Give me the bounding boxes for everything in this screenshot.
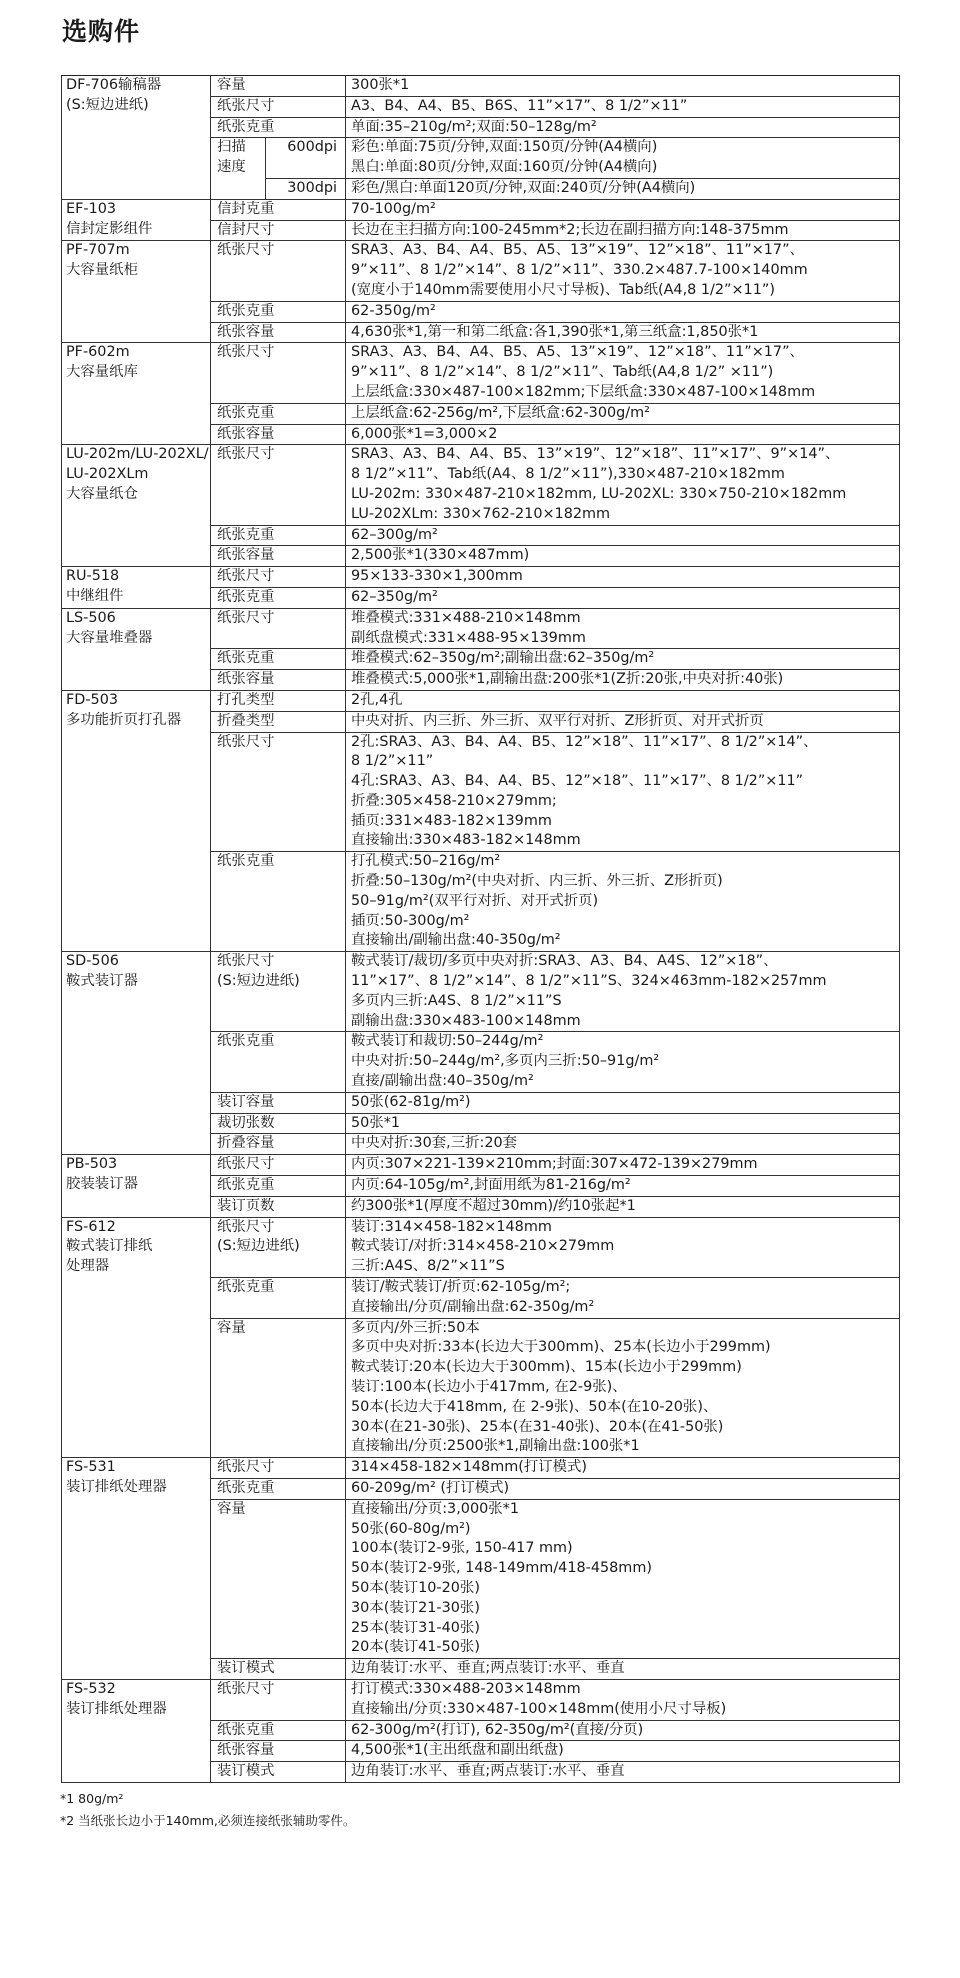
spec-value (346, 649, 900, 670)
product-name-line: LS-506 (66, 609, 116, 626)
spec-value (346, 199, 900, 220)
product-name (62, 608, 211, 690)
product-name-line: PF-707m (66, 242, 130, 259)
spec-label (211, 649, 346, 670)
spec-label (211, 138, 266, 199)
spec-label (211, 424, 346, 445)
spec-label-line: 纸张尺寸 (217, 242, 275, 259)
spec-value-line: 50本(装订2-9张, 148-149mm/418-458mm) (351, 1560, 652, 1577)
product-name-line: SD-506 (66, 953, 119, 970)
spec-value-line: 鞍式装订和裁切:50–244g/m² (351, 1033, 544, 1050)
spec-value (346, 1458, 900, 1479)
product-name (62, 1217, 211, 1458)
spec-label (211, 1458, 346, 1479)
spec-value (346, 1113, 900, 1134)
spec-value-line: A3、B4、A4、B5、B6S、11”×17”、8 1/2”×11” (351, 97, 688, 114)
spec-value-line: 内页:64-105g/m²,封面用纸为81-216g/m² (351, 1177, 631, 1194)
spec-label (211, 670, 346, 691)
spec-value (346, 1176, 900, 1197)
spec-label-line: 纸张克重 (217, 650, 275, 667)
spec-label (211, 96, 346, 117)
spec-value-line: 25本(装订31-40张) (351, 1619, 480, 1636)
product-name (62, 241, 211, 343)
product-name-line: LU-202m/LU-202XL/ (66, 446, 209, 463)
spec-value-line: 4,500张*1(主出纸盘和副出纸盘) (351, 1742, 564, 1759)
spec-value-line: 多页内/外三折:50本 (351, 1319, 480, 1336)
spec-label-line: 装订模式 (217, 1763, 275, 1780)
spec-value-line: 折叠:305×458-210×279mm; (351, 792, 557, 809)
spec-label (211, 1176, 346, 1197)
spec-value (346, 117, 900, 138)
product-name-line: EF-103 (66, 200, 117, 217)
spec-value (346, 952, 900, 1032)
page-title: 选购件 (62, 17, 141, 46)
spec-label (211, 1196, 346, 1217)
spec-value-line: 直接输出/分页:2500张*1,副输出盘:100张*1 (351, 1438, 640, 1455)
product-name-line: 大容量纸柜 (66, 262, 138, 279)
product-name-line: LU-202XLm (66, 466, 149, 483)
product-name-line: 胶装装订器 (66, 1176, 138, 1193)
spec-label-line: 纸张克重 (217, 588, 275, 605)
spec-value-line: 2孔,4孔 (351, 691, 403, 708)
product-name-line: 装订排纸处理器 (66, 1478, 167, 1495)
spec-value-line: 8 1/2”×11”、Tab纸(A4、8 1/2”×11”),330×487-210×182mm (351, 466, 785, 483)
spec-label-line: 纸张尺寸 (217, 1680, 275, 1697)
spec-value-line: 30本(装订21-30张) (351, 1599, 480, 1616)
spec-label (211, 1155, 346, 1176)
spec-label (211, 952, 346, 1032)
spec-value-line: 95×133-330×1,300mm (351, 568, 523, 585)
spec-value-line: 直接输出:330×483-182×148mm (351, 832, 581, 849)
spec-label-line: 纸张克重 (217, 1279, 275, 1296)
spec-label (211, 1113, 346, 1134)
spec-row (62, 1217, 900, 1277)
spec-value-line: 打孔模式:50–216g/m² (351, 853, 501, 870)
spec-label (211, 1720, 346, 1741)
spec-value (346, 138, 900, 179)
spec-value-line: 鞍式装订:20本(长边大于300mm)、15本(长边小于299mm) (351, 1359, 742, 1376)
product-name-line: 装订排纸处理器 (66, 1700, 167, 1717)
spec-label (211, 117, 346, 138)
spec-value-line: 彩色:单面:75页/分钟,双面:150页/分钟(A4横向) (351, 139, 658, 156)
spec-value-line: 62–300g/m² (351, 526, 438, 543)
spec-value-line: 上层纸盒:330×487-100×182mm;下层纸盒:330×487-100×148mm (351, 383, 816, 400)
options-spec-table (61, 75, 900, 1783)
spec-value (346, 1679, 900, 1720)
spec-value (346, 670, 900, 691)
spec-label-line: 纸张克重 (217, 118, 275, 135)
spec-value-line: 50张(62-81g/m²) (351, 1093, 471, 1110)
spec-label-line: 纸张克重 (217, 526, 275, 543)
spec-label-line: 纸张容量 (217, 323, 275, 340)
spec-value-line: 11”×17”、8 1/2”×14”、8 1/2”×11”S、324×463mm-182×257mm (351, 973, 827, 990)
spec-value-line: 9”×11”、8 1/2”×14”、8 1/2”×11”、330.2×487.7-100×140mm (351, 262, 808, 279)
spec-value-line: 边角装订:水平、垂直;两点装订:水平、垂直 (351, 1763, 625, 1780)
spec-value-line: 堆叠模式:62–350g/m²;副输出盘:62–350g/m² (351, 650, 655, 667)
spec-label-line: 纸张克重 (217, 404, 275, 421)
spec-label (211, 711, 346, 732)
spec-value (346, 1499, 900, 1658)
spec-row (62, 1155, 900, 1176)
spec-value-line: 边角装订:水平、垂直;两点装订:水平、垂直 (351, 1660, 625, 1677)
spec-value-line: 20本(装订41-50张) (351, 1639, 480, 1656)
spec-value (346, 1196, 900, 1217)
spec-value-line: 中央对折:30套,三折:20套 (351, 1135, 518, 1152)
spec-value (346, 608, 900, 649)
spec-label-line: 纸张克重 (217, 853, 275, 870)
spec-value-line: 直接输出/分页:3,000张*1 (351, 1500, 519, 1517)
spec-value-line: SRA3、A3、B4、A4、B5、13”×19”、12”×18”、11”×17”、9”×14”、 (351, 446, 840, 463)
spec-value-line: 50张*1 (351, 1114, 401, 1131)
spec-value-line: 50张(60-80g/m²) (351, 1520, 471, 1537)
spec-value (346, 732, 900, 852)
spec-value (346, 1659, 900, 1680)
spec-value-line: 50本(长边大于418mm, 在 2-9张)、50本(在10-20张)、 (351, 1398, 718, 1415)
spec-value-line: 约300张*1(厚度不超过30mm)/约10张起*1 (351, 1197, 636, 1214)
spec-label-line: 纸张容量 (217, 425, 275, 442)
spec-value-line: 9”×11”、8 1/2”×14”、8 1/2”×11”、Tab纸(A4,8 1/2” ×11”) (351, 364, 774, 381)
spec-value-line: 直接输出/分页:330×487-100×148mm(使用小尺寸导板) (351, 1700, 727, 1717)
product-name-line: FS-531 (66, 1459, 116, 1476)
spec-label-line: 装订页数 (217, 1197, 275, 1214)
product-name-line: 大容量堆叠器 (66, 629, 153, 646)
spec-label-line: 折叠类型 (217, 712, 275, 729)
spec-value-line: 堆叠模式:5,000张*1,副输出盘:200张*1(Z折:20张,中央对折:40张) (351, 671, 784, 688)
footnote-2: *2 当纸张长边小于140mm,必须连接纸张辅助零件。 (60, 1813, 356, 1828)
spec-label (211, 1092, 346, 1113)
product-name (62, 445, 211, 567)
spec-label (211, 1499, 346, 1658)
product-name (62, 199, 211, 241)
spec-value (346, 1032, 900, 1092)
spec-label-line: 纸张尺寸 (217, 1459, 275, 1476)
product-name-line: 信封定影组件 (66, 220, 153, 237)
scan-resolution: 300dpi (266, 178, 346, 199)
spec-label (211, 1478, 346, 1499)
spec-row (62, 343, 900, 403)
spec-value (346, 178, 900, 199)
spec-label (211, 1032, 346, 1092)
spec-label (211, 403, 346, 424)
spec-value-line: 副输出盘:330×483-100×148mm (351, 1012, 581, 1029)
spec-value-line: 三折:A4S、8/2”×11”S (351, 1258, 505, 1275)
spec-label-line: 纸张尺寸 (217, 1156, 275, 1173)
spec-value-line: 中央对折、内三折、外三折、双平行对折、Z形折页、对开式折页 (351, 712, 764, 729)
spec-value-line: 直接输出/副输出盘:40-350g/m² (351, 932, 561, 949)
spec-value-line: 装订:100本(长边小于417mm, 在2-9张)、 (351, 1379, 627, 1395)
spec-label-line: 信封尺寸 (217, 221, 275, 238)
spec-value-line: SRA3、A3、B4、A4、B5、A5、13”×19”、12”×18”、11”×17”、 (351, 242, 804, 259)
product-name-line: PB-503 (66, 1156, 118, 1173)
spec-label-line: 容量 (217, 1319, 246, 1336)
spec-label (211, 587, 346, 608)
spec-label (211, 1217, 346, 1277)
product-name-line: 鞍式装订排纸 (66, 1238, 153, 1255)
footnotes (60, 1788, 355, 1832)
product-name (62, 567, 211, 609)
spec-label-line: 裁切张数 (217, 1114, 275, 1131)
spec-label-line: 纸张尺寸 (217, 97, 275, 114)
spec-value-line: 单面:35–210g/m²;双面:50–128g/m² (351, 118, 597, 135)
spec-label (211, 445, 346, 525)
product-name (62, 690, 211, 951)
spec-value (346, 587, 900, 608)
spec-value-line: 2,500张*1(330×487mm) (351, 547, 530, 564)
spec-value-line: 插页:50-300g/m² (351, 912, 470, 929)
product-name (62, 1155, 211, 1217)
spec-value (346, 1762, 900, 1783)
spec-label (211, 1278, 346, 1319)
spec-label (211, 546, 346, 567)
spec-value-line: 314×458-182×148mm(打订模式) (351, 1459, 588, 1476)
spec-label (211, 1318, 346, 1458)
spec-label (211, 322, 346, 343)
spec-label (211, 1134, 346, 1155)
spec-label-line: 装订模式 (217, 1660, 275, 1677)
spec-label-line: 纸张克重 (217, 1177, 275, 1194)
spec-value (346, 403, 900, 424)
spec-label (211, 1741, 346, 1762)
spec-value-line: LU-202XLm: 330×762-210×182mm (351, 505, 611, 522)
spec-value-line: 100本(装订2-9张, 150-417 mm) (351, 1540, 573, 1557)
product-name (62, 1679, 211, 1782)
product-name-line: (S:短边进纸) (66, 96, 149, 113)
spec-row (62, 199, 900, 220)
spec-label (211, 343, 346, 403)
footnote-1: *1 80g/m² (60, 1791, 124, 1806)
spec-value-line: 60-209g/m² (打订模式) (351, 1479, 510, 1496)
spec-label-line: 信封克重 (217, 200, 275, 217)
spec-value (346, 301, 900, 322)
product-name-line: FS-612 (66, 1218, 116, 1235)
spec-value-line: 多页中央对折:33本(长边大于300mm)、25本(长边小于299mm) (351, 1339, 771, 1356)
scan-resolution: 600dpi (266, 138, 346, 179)
spec-label (211, 690, 346, 711)
spec-value (346, 1478, 900, 1499)
spec-label-line: 纸张容量 (217, 1742, 275, 1759)
spec-row (62, 608, 900, 649)
spec-value-line: 打订模式:330×488-203×148mm (351, 1680, 581, 1697)
spec-value (346, 711, 900, 732)
spec-label-line: 纸张容量 (217, 671, 275, 688)
spec-value-line: 副纸盘模式:331×488-95×139mm (351, 629, 586, 646)
spec-value-line: 鞍式装订/裁切/多页中央对折:SRA3、A3、B4、A4S、12”×18”、 (351, 953, 778, 970)
product-name-line: 处理器 (66, 1258, 110, 1275)
spec-label-line: 容量 (217, 77, 246, 93)
product-name-line: 鞍式装订器 (66, 973, 138, 990)
spec-label-line: 纸张克重 (217, 1033, 275, 1050)
spec-value-line: 堆叠模式:331×488-210×148mm (351, 609, 581, 626)
spec-value-line: 30本(在21-30张)、25本(在31-40张)、20本(在41-50张) (351, 1418, 724, 1435)
spec-row (62, 567, 900, 588)
spec-value-line: 装订/鞍式装订/折页:62-105g/m²; (351, 1279, 571, 1296)
spec-label-line: 纸张尺寸 (217, 1218, 275, 1235)
spec-label (211, 76, 346, 97)
spec-value-line: 62–350g/m² (351, 588, 438, 605)
spec-value (346, 567, 900, 588)
spec-value (346, 76, 900, 97)
spec-label (211, 525, 346, 546)
spec-label (211, 1762, 346, 1783)
spec-value-line: 多页内三折:A4S、8 1/2”×11”S (351, 992, 562, 1009)
spec-label-line: 纸张尺寸 (217, 344, 275, 361)
spec-value (346, 690, 900, 711)
spec-label-line: 扫描 (217, 139, 246, 156)
product-name (62, 952, 211, 1155)
spec-label-line: 纸张尺寸 (217, 953, 275, 970)
spec-value-line: 长边在主扫描方向:100-245mm*2;长边在副扫描方向:148-375mm (351, 221, 789, 238)
spec-value-line: 内页:307×221-139×210mm;封面:307×472-139×279mm (351, 1156, 758, 1173)
spec-value (346, 525, 900, 546)
spec-value-line: (宽度小于140mm需要使用小尺寸导板)、Tab纸(A4,8 1/2”×11”) (351, 281, 775, 298)
spec-value (346, 852, 900, 952)
product-name (62, 76, 211, 200)
spec-value (346, 1278, 900, 1319)
spec-value (346, 1217, 900, 1277)
product-name-line: PF-602m (66, 344, 130, 361)
spec-value-line: 彩色/黑白:单面120页/分钟,双面:240页/分钟(A4横向) (351, 179, 696, 196)
spec-value-line: 鞍式装订/对折:314×458-210×279mm (351, 1238, 615, 1255)
spec-row (62, 1458, 900, 1479)
spec-row (62, 241, 900, 301)
spec-row (62, 690, 900, 711)
spec-label-line: 纸张克重 (217, 1479, 275, 1496)
product-name-line: 多功能折页打孔器 (66, 711, 182, 728)
spec-value-line: 装订:314×458-182×148mm (351, 1218, 552, 1235)
spec-value (346, 1134, 900, 1155)
spec-value-line: 70-100g/m² (351, 200, 436, 217)
product-name (62, 343, 211, 445)
product-name-line: FD-503 (66, 691, 119, 708)
spec-value-line: 上层纸盒:62-256g/m²,下层纸盒:62-300g/m² (351, 404, 650, 421)
spec-label-line: 纸张尺寸 (217, 446, 275, 463)
spec-label (211, 1659, 346, 1680)
spec-value (346, 220, 900, 241)
spec-label (211, 241, 346, 301)
spec-label-line: 纸张容量 (217, 547, 275, 564)
spec-label-line: (S:短边进纸) (217, 973, 300, 990)
spec-value-line: 直接输出/分页/副输出盘:62-350g/m² (351, 1298, 595, 1315)
spec-label (211, 199, 346, 220)
spec-value-line: 中央对折:50–244g/m²,多页内三折:50–91g/m² (351, 1053, 660, 1070)
spec-table-body (62, 76, 900, 1783)
spec-value (346, 343, 900, 403)
spec-label-line: (S:短边进纸) (217, 1238, 300, 1255)
spec-value-line: 插页:331×483-182×139mm (351, 812, 552, 829)
spec-label-line: 纸张克重 (217, 302, 275, 319)
spec-value-line: SRA3、A3、B4、A4、B5、A5、13”×19”、12”×18”、11”×17”、 (351, 344, 804, 361)
spec-label (211, 220, 346, 241)
product-name-line: 大容量纸仓 (66, 485, 138, 502)
spec-label (211, 301, 346, 322)
spec-label-line: 容量 (217, 1500, 246, 1517)
spec-label-line: 折叠容量 (217, 1135, 275, 1152)
spec-label-line: 打孔类型 (217, 691, 275, 708)
product-name-line: 大容量纸库 (66, 364, 138, 381)
spec-value (346, 241, 900, 301)
product-name (62, 1458, 211, 1680)
spec-label (211, 732, 346, 852)
spec-label-line: 纸张尺寸 (217, 568, 275, 585)
spec-value (346, 1155, 900, 1176)
spec-row (62, 1679, 900, 1720)
spec-value (346, 546, 900, 567)
spec-label-line: 纸张克重 (217, 1721, 275, 1738)
spec-value-line: 8 1/2”×11” (351, 753, 434, 770)
spec-value-line: 62-350g/m² (351, 302, 436, 319)
spec-value-line: 6,000张*1=3,000×2 (351, 425, 498, 442)
spec-value-line: 直接/副输出盘:40–350g/m² (351, 1073, 534, 1090)
spec-value-line: 折叠:50–130g/m²(中央对折、内三折、外三折、Z形折页) (351, 873, 723, 890)
spec-label (211, 1679, 346, 1720)
spec-value (346, 445, 900, 525)
spec-value (346, 322, 900, 343)
product-name-line: FS-532 (66, 1680, 116, 1697)
spec-value-line: 50本(装订10-20张) (351, 1579, 480, 1596)
spec-value-line: 50–91g/m²(双平行对折、对开式折页) (351, 892, 599, 909)
product-name-line: 中继组件 (66, 587, 124, 604)
spec-row (62, 76, 900, 97)
spec-label (211, 852, 346, 952)
spec-label-line: 纸张尺寸 (217, 733, 275, 750)
spec-value-line: 4,630张*1,第一和第二纸盒:各1,390张*1,第三纸盒:1,850张*1 (351, 323, 759, 340)
spec-value-line: LU-202m: 330×487-210×182mm, LU-202XL: 330×750-210×182mm (351, 485, 847, 502)
spec-value (346, 1318, 900, 1458)
spec-value-line: 2孔:SRA3、A3、B4、A4、B5、12”×18”、11”×17”、8 1/2”×14”、 (351, 733, 818, 750)
spec-row (62, 445, 900, 525)
spec-value (346, 1741, 900, 1762)
spec-label-line: 装订容量 (217, 1093, 275, 1110)
spec-label (211, 608, 346, 649)
spec-value-line: 4孔:SRA3、A3、B4、A4、B5、12”×18”、11”×17”、8 1/2”×11” (351, 773, 804, 790)
spec-label (211, 567, 346, 588)
spec-row (62, 952, 900, 1032)
spec-value-line: 300张*1 (351, 77, 410, 93)
spec-value-line: 62-300g/m²(打订), 62-350g/m²(直接/分页) (351, 1721, 644, 1738)
product-name-line: DF-706输稿器 (66, 77, 162, 93)
spec-value (346, 1092, 900, 1113)
spec-value (346, 424, 900, 445)
spec-value-line: 黑白:单面:80页/分钟,双面:160页/分钟(A4横向) (351, 159, 658, 176)
spec-value (346, 96, 900, 117)
spec-label-line: 纸张尺寸 (217, 609, 275, 626)
spec-label-line: 速度 (217, 159, 246, 176)
spec-value (346, 1720, 900, 1741)
product-name-line: RU-518 (66, 568, 120, 585)
